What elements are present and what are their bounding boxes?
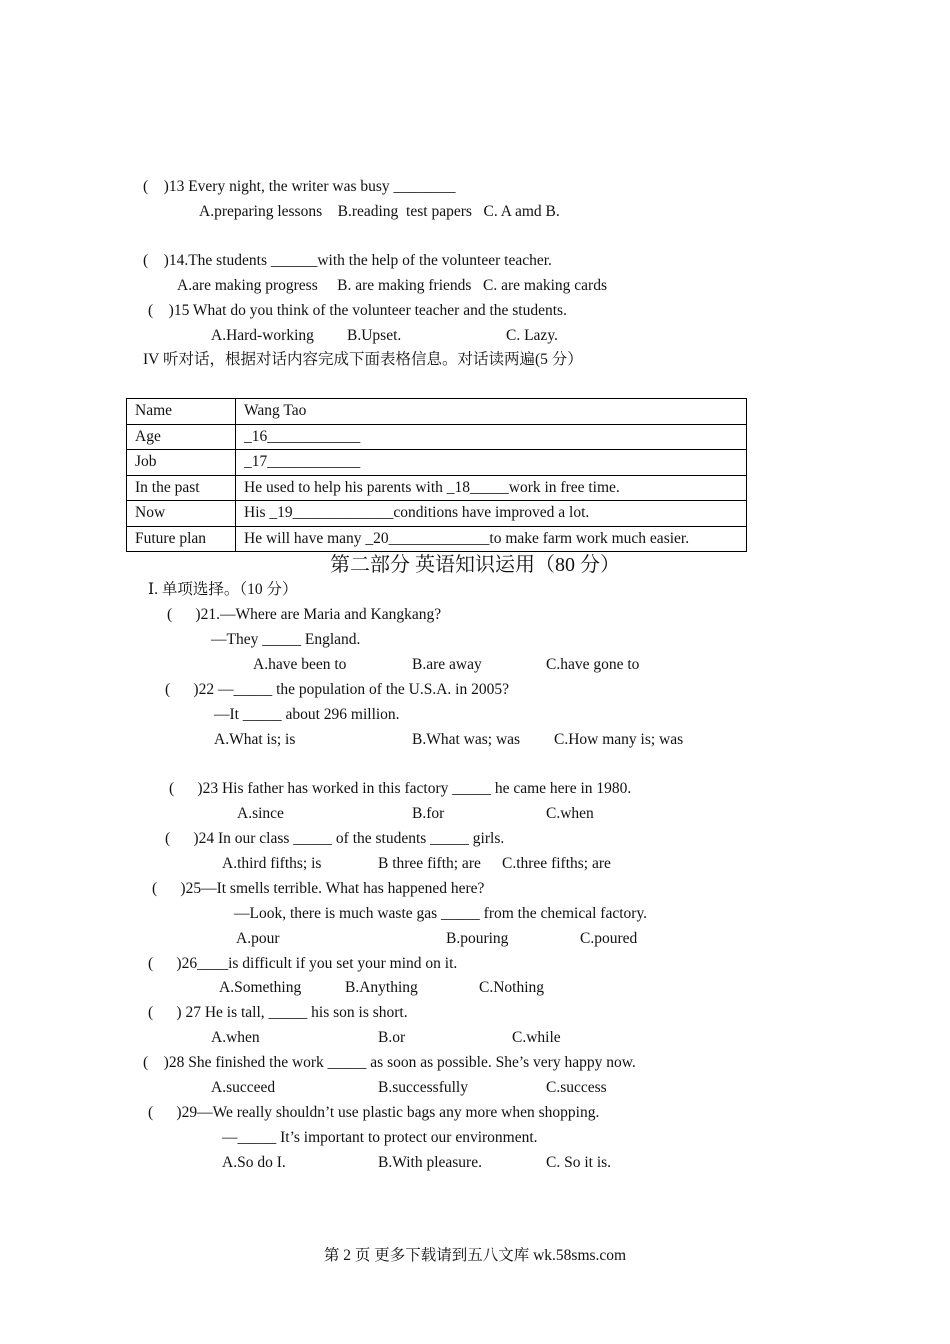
question-22-option-b: B.What was; was <box>412 731 521 748</box>
question-24-option-c: C.three fifths; are <box>502 855 611 872</box>
question-23-option-a: A.since <box>237 805 284 822</box>
question-29-option-b: B.With pleasure. <box>378 1154 482 1171</box>
section-1-heading: Ⅰ. 单项选择。（10 分） <box>148 581 298 598</box>
question-21-option-a: A.have been to <box>253 656 347 673</box>
table-row <box>127 501 747 527</box>
question-26-stem: ( )26____is difficult if you set your mind on it. <box>148 955 458 972</box>
question-23-stem: ( )23 His father has worked in this factory _____ he came here in 1980. <box>169 780 632 797</box>
question-29-stem: ( )29—We really shouldn’t use plastic bags any more when shopping. <box>148 1104 600 1121</box>
question-14-options: A.are making progress B. are making friends C. are making cards <box>177 277 607 294</box>
table-row <box>127 526 747 552</box>
table-value: Wang Tao <box>236 399 747 425</box>
question-23-option-c: C.when <box>546 805 594 822</box>
question-15-stem: ( )15 What do you think of the volunteer teacher and the students. <box>148 302 567 319</box>
table-value: He used to help his parents with _18_____work in free time. <box>236 475 747 501</box>
question-27-stem: ( ) 27 He is tall, _____ his son is short. <box>148 1004 408 1021</box>
section-4-heading: IV 听对话，根据对话内容完成下面表格信息。对话读两遍(5 分） <box>143 351 583 368</box>
question-25-stem: ( )25—It smells terrible. What has happened here? <box>152 880 485 897</box>
table-label: Job <box>127 450 236 476</box>
table-label: In the past <box>127 475 236 501</box>
table-row <box>127 450 747 476</box>
question-25-option-a: A.pour <box>236 930 280 947</box>
question-23-option-b: B.for <box>412 805 445 822</box>
question-28-stem: ( )28 She finished the work _____ as soon as possible. She’s very happy now. <box>143 1054 636 1071</box>
question-28-option-b: B.successfully <box>378 1079 468 1096</box>
table-row <box>127 475 747 501</box>
question-15-option-b: B.Upset. <box>347 327 402 344</box>
table-value: His _19_____________conditions have improved a lot. <box>236 501 747 527</box>
question-29-reply: —_____ It’s important to protect our environment. <box>222 1129 538 1146</box>
question-24-option-b: B three fifth; are <box>378 855 481 872</box>
question-22-option-a: A.What is; is <box>214 731 296 748</box>
question-24-stem: ( )24 In our class _____ of the students _____ girls. <box>165 830 505 847</box>
question-22-option-c: C.How many is; was <box>554 731 684 748</box>
question-27-option-b: B.or <box>378 1029 406 1046</box>
table-row <box>127 424 747 450</box>
question-29-option-c: C. So it is. <box>546 1154 612 1171</box>
question-24-option-a: A.third fifths; is <box>222 855 322 872</box>
question-13-stem: ( )13 Every night, the writer was busy ________ <box>143 178 456 195</box>
question-25-option-b: B.pouring <box>446 930 509 947</box>
question-14-stem: ( )14.The students ______with the help of the volunteer teacher. <box>143 252 552 269</box>
question-21-option-c: C.have gone to <box>546 656 640 673</box>
table-label: Age <box>127 424 236 450</box>
question-28-option-a: A.succeed <box>211 1079 276 1096</box>
question-26-option-b: B.Anything <box>345 979 418 996</box>
question-27-option-a: A.when <box>211 1029 260 1046</box>
table-value: He will have many _20_____________to make farm work much easier. <box>236 526 747 552</box>
question-15-option-c: C. Lazy. <box>506 327 558 344</box>
question-21-option-b: B.are away <box>412 656 482 673</box>
question-21-stem: ( )21.—Where are Maria and Kangkang? <box>167 606 442 623</box>
question-28-option-c: C.success <box>546 1079 607 1096</box>
question-26-option-a: A.Something <box>219 979 302 996</box>
table-label: Name <box>127 399 236 425</box>
question-25-reply: —Look, there is much waste gas _____ from the chemical factory. <box>234 905 648 922</box>
question-29-option-a: A.So do I. <box>222 1154 286 1171</box>
question-25-option-c: C.poured <box>580 930 638 947</box>
question-22-reply: —It _____ about 296 million. <box>214 706 400 723</box>
table-label: Future plan <box>127 526 236 552</box>
question-15-option-a: A.Hard-working <box>211 327 314 344</box>
table-value: _16____________ <box>236 424 747 450</box>
question-22-stem: ( )22 —_____ the population of the U.S.A. in 2005? <box>165 681 509 698</box>
page-footer: 第 2 页 更多下载请到五八文库 wk.58sms.com <box>323 1247 627 1264</box>
question-27-option-c: C.while <box>512 1029 561 1046</box>
question-21-reply: —They _____ England. <box>211 631 361 648</box>
question-13-options: A.preparing lessons B.reading test papers C. A amd B. <box>199 203 560 220</box>
part-2-title: 第二部分 英语知识运用（80 分） <box>330 554 620 576</box>
table-label: Now <box>127 501 236 527</box>
question-26-option-c: C.Nothing <box>479 979 545 996</box>
info-table <box>126 398 747 552</box>
table-value: _17____________ <box>236 450 747 476</box>
table-row <box>127 399 747 425</box>
